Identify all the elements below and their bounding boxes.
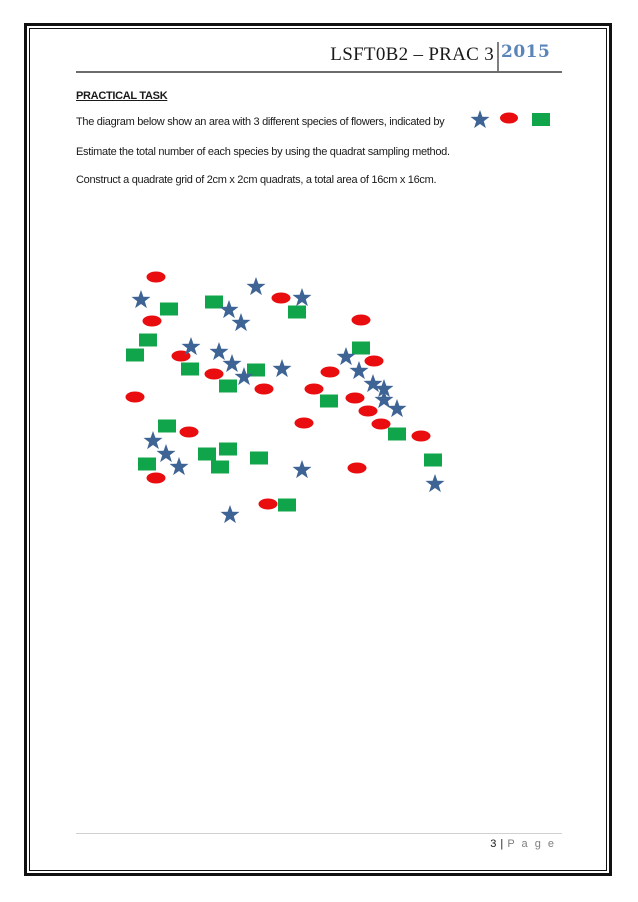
star-flower-mark: [132, 290, 151, 308]
rectangle-flower-mark: [138, 458, 156, 471]
rectangle-flower-mark: [219, 380, 237, 393]
star-flower-mark: [293, 288, 312, 306]
oval-flower-mark: [365, 356, 384, 367]
rectangle-flower-mark: [205, 296, 223, 309]
footer-rule: [76, 833, 562, 834]
star-flower-mark: [170, 457, 189, 475]
oval-flower-mark: [321, 367, 340, 378]
section-heading: PRACTICAL TASK: [76, 90, 168, 102]
instruction-line-3: Construct a quadrate grid of 2cm x 2cm quadrats, a total area of 16cm x 16cm.: [76, 174, 437, 186]
oval-flower-mark: [372, 419, 391, 430]
oval-flower-mark: [305, 384, 324, 395]
rectangle-flower-mark: [250, 452, 268, 465]
star-flower-mark: [273, 359, 292, 377]
rectangle-flower-mark: [198, 448, 216, 461]
page-number: 3: [490, 838, 497, 850]
oval-flower-mark: [147, 272, 166, 283]
rectangle-flower-mark: [278, 499, 296, 512]
instruction-line-1: The diagram below show an area with 3 different species of flowers, indicated by: [76, 116, 445, 128]
oval-flower-mark: [346, 393, 365, 404]
rectangle-flower-mark: [181, 363, 199, 376]
oval-flower-mark: [352, 315, 371, 326]
star-flower-mark: [144, 431, 163, 449]
page-footer: [490, 838, 556, 850]
rectangle-flower-mark: [352, 342, 370, 355]
oval-flower-mark: [359, 406, 378, 417]
rectangle-flower-mark: [160, 303, 178, 316]
star-flower-mark: [350, 361, 369, 379]
oval-flower-mark: [126, 392, 145, 403]
oval-flower-mark: [348, 463, 367, 474]
footer-separator: |: [500, 838, 504, 850]
oval-flower-mark: [143, 316, 162, 327]
page-label: P a g e: [507, 838, 556, 850]
star-flower-mark: [293, 460, 312, 478]
rectangle-flower-mark: [424, 454, 442, 467]
rectangle-flower-mark: [139, 334, 157, 347]
star-flower-mark: [221, 505, 240, 523]
star-flower-mark: [210, 342, 229, 360]
star-flower-mark: [375, 390, 394, 408]
rectangle-flower-mark: [388, 428, 406, 441]
oval-flower-mark: [180, 427, 199, 438]
instruction-line-2: Estimate the total number of each species by using the quadrat sampling method.: [76, 146, 450, 158]
rectangle-flower-mark: [288, 306, 306, 319]
oval-flower-mark: [259, 499, 278, 510]
oval-flower-mark: [147, 473, 166, 484]
rectangle-flower-mark: [126, 349, 144, 362]
oval-flower-mark: [295, 418, 314, 429]
oval-flower-mark: [272, 293, 291, 304]
oval-flower-mark: [412, 431, 431, 442]
header-title: LSFT0B2 – PRAC 3: [330, 44, 494, 65]
oval-flower-mark: [205, 369, 224, 380]
rectangle-flower-mark: [211, 461, 229, 474]
header-year: 2015: [501, 42, 551, 62]
rectangle-flower-mark: [158, 420, 176, 433]
star-flower-mark: [157, 444, 176, 462]
star-flower-mark: [223, 354, 242, 372]
star-flower-mark: [426, 474, 445, 492]
rectangle-flower-mark: [219, 443, 237, 456]
star-flower-mark: [388, 399, 407, 417]
rectangle-flower-mark: [320, 395, 338, 408]
star-flower-mark: [232, 313, 251, 331]
star-flower-mark: [247, 277, 266, 295]
oval-flower-mark: [255, 384, 274, 395]
